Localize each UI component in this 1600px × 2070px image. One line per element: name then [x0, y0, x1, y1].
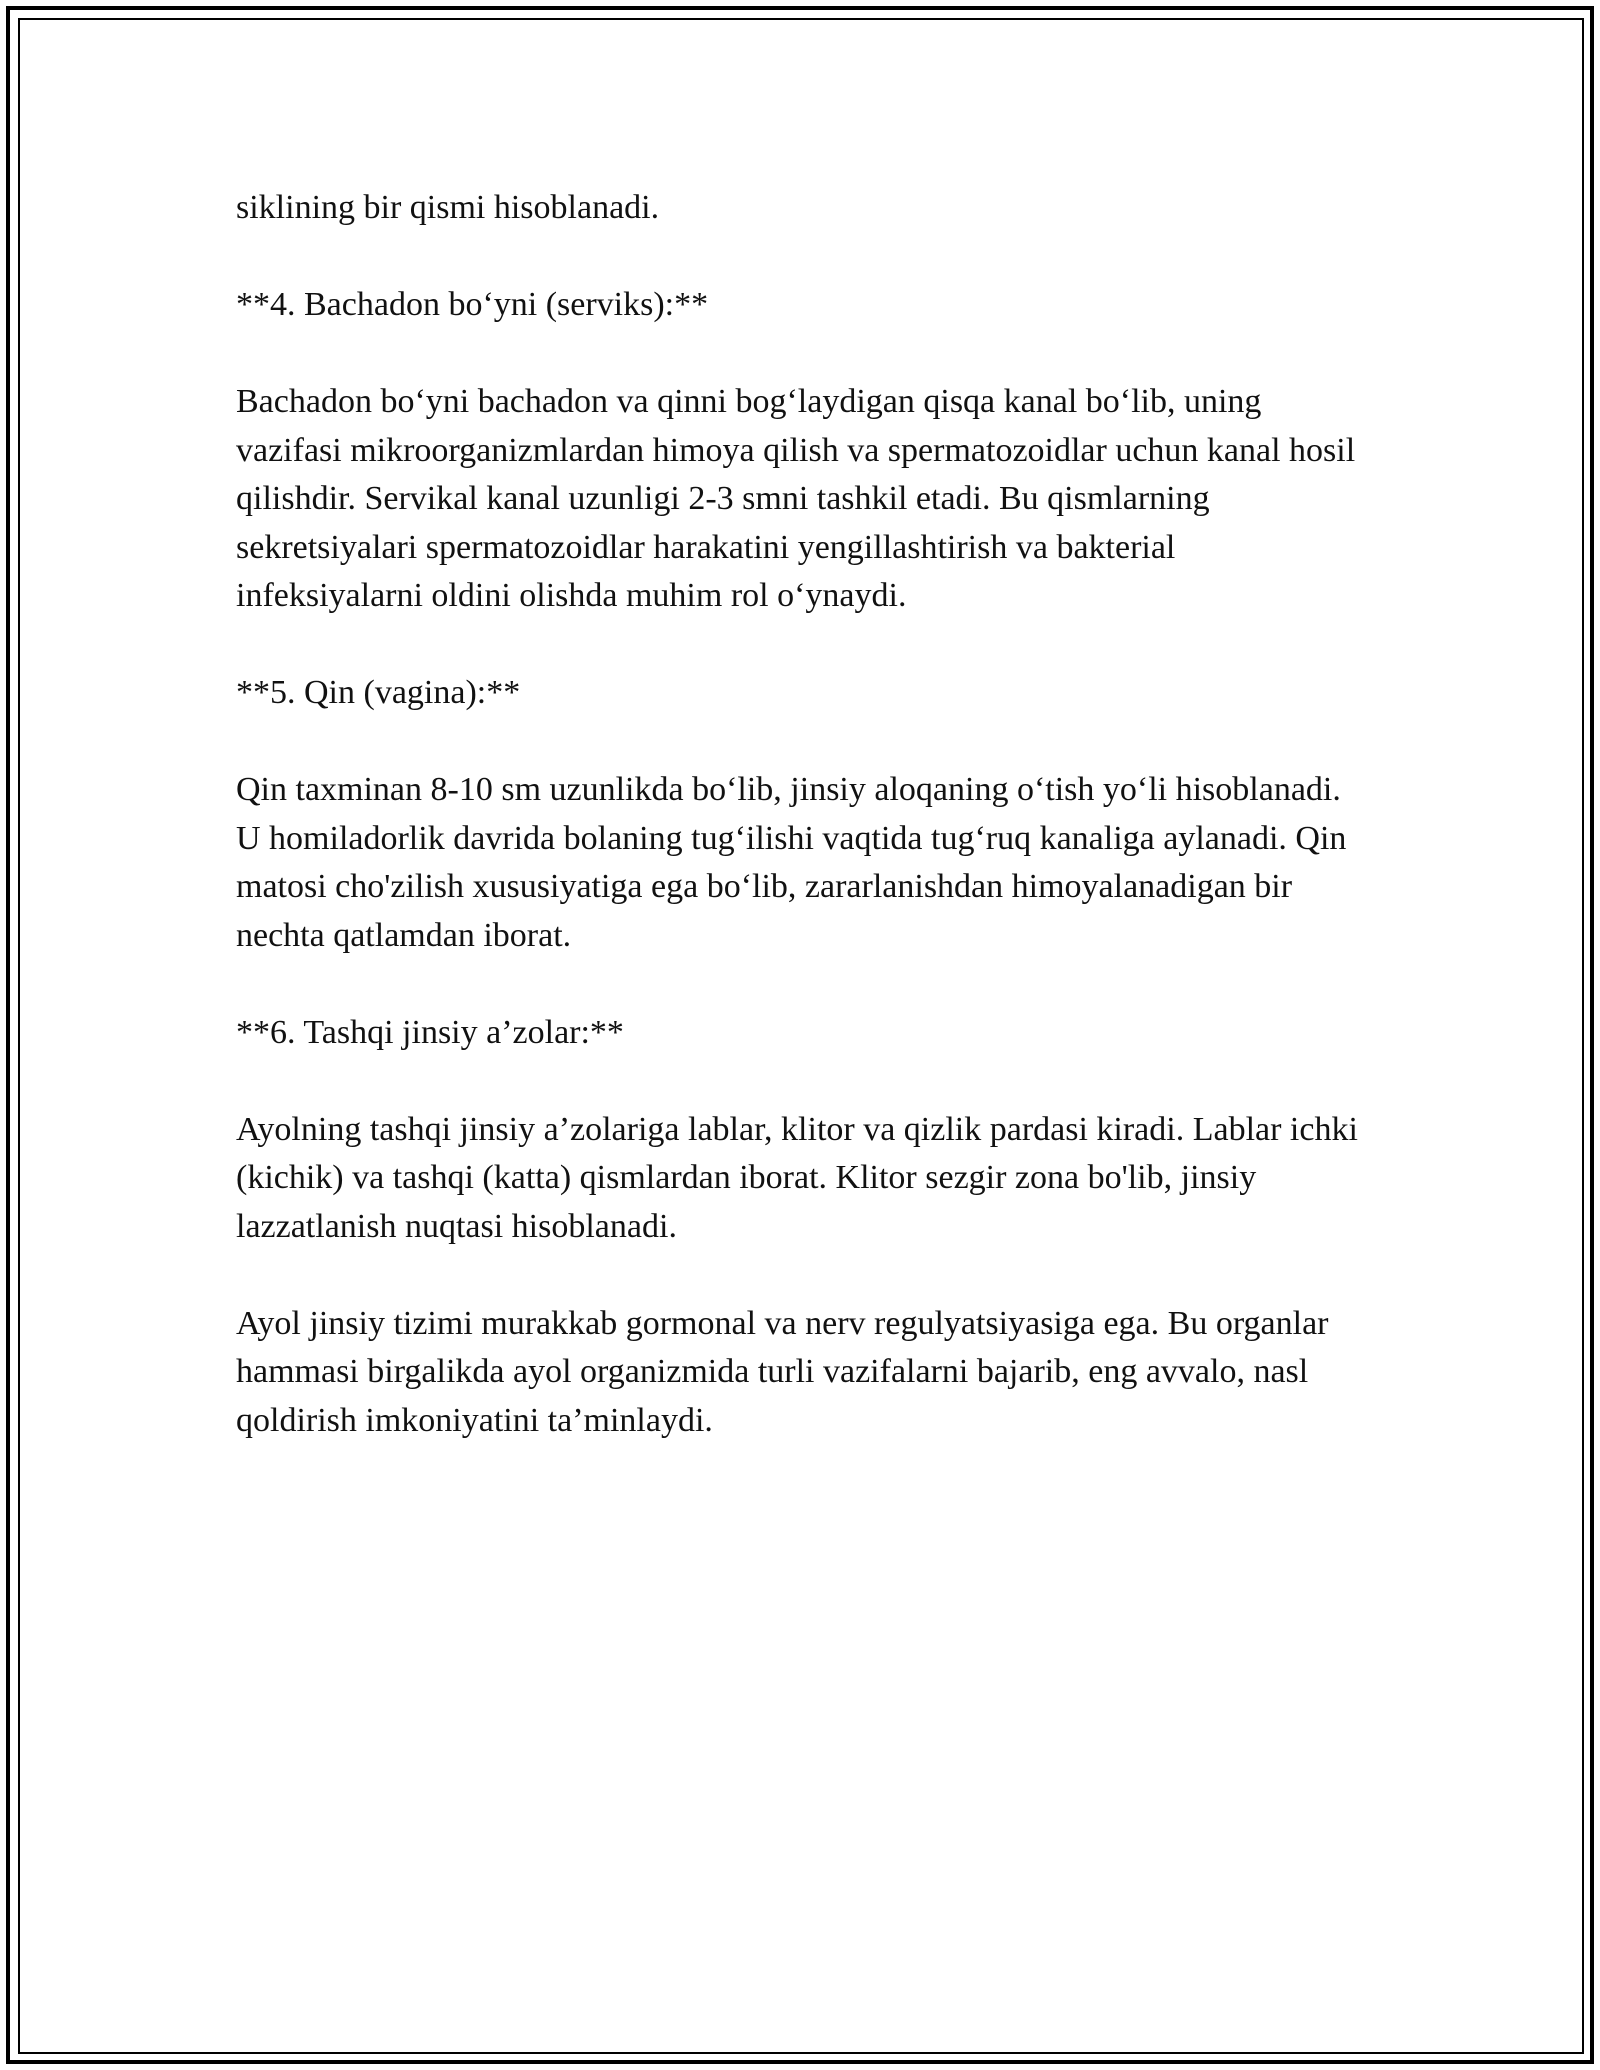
document-body	[236, 184, 1366, 1494]
heading-cervix: **4. Bachadon bo‘yni (serviks):**	[236, 286, 709, 323]
paragraph-external-organs: Ayolning tashqi jinsiy a’zolariga lablar, klitor va qizlik pardasi kiradi. Lablar ichki (kichik) va tashqi (katta) qismlardan iborat. Klitor sezgir zona bo'lib, jinsiy lazzatlanish nuqtasi hisoblanadi.	[236, 1110, 1358, 1245]
paragraph-continuation: siklining bir qismi hisoblanadi.	[236, 189, 660, 226]
paragraph-vagina: Qin taxminan 8-10 sm uzunlikda bo‘lib, jinsiy aloqaning o‘tish yo‘li hisoblanadi. U homiladorlik davrida bolaning tug‘ilishi vaqtida tug‘ruq kanaliga aylanadi. Qin matosi cho'zilish xususiyatiga ega bo‘lib, zararlanishdan himoyalanadigan bir nechta qatlamdan iborat.	[236, 771, 1347, 954]
heading-vagina: **5. Qin (vagina):**	[236, 674, 521, 711]
paragraph-cervix: Bachadon bo‘yni bachadon va qinni bog‘laydigan qisqa kanal bo‘lib, uning vazifasi mikroorganizmlardan himoya qilish va spermatozoidlar uchun kanal hosil qilishdir. Servikal kanal uzunligi 2-3 smni tashkil etadi. Bu qismlarning sekretsiyalari spermatozoidlar harakatini yengillashtirish va bakterial infeksiyalarni oldini olishda muhim rol o‘ynaydi.	[236, 383, 1356, 614]
heading-external-organs: **6. Tashqi jinsiy a’zolar:**	[236, 1013, 624, 1051]
paragraph-conclusion: Ayol jinsiy tizimi murakkab gormonal va nerv regulyatsiyasiga ega. Bu organlar hammasi birgalikda ayol organizmida turli vazifalarni bajarib, eng avvalo, nasl qoldirish imkoniyatini ta’minlaydi.	[236, 1304, 1329, 1439]
